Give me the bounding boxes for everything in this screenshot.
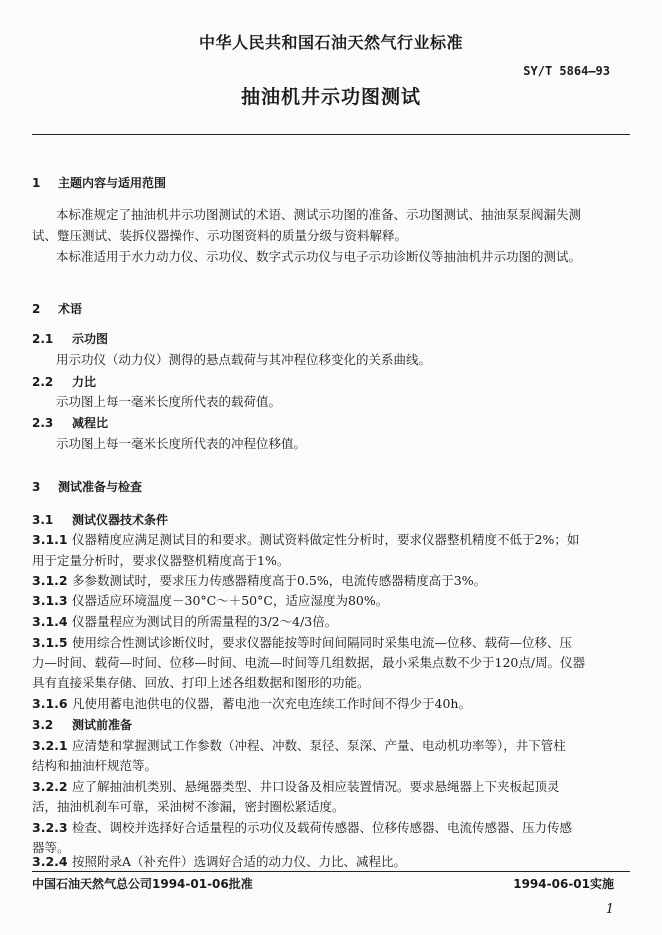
term-2-2-definition: 示功图上每一毫米长度所代表的载荷值。: [56, 394, 282, 409]
clause-3-2-3-line-1: 3.2.3 检查、调校并选择好合适量程的示功仪及载荷传感器、位移传感器、电流传感器、压力传感: [32, 820, 573, 835]
clause-3-1-1-line-2: 用于定量分析时，要求仪器整机精度高于1%。: [32, 553, 290, 568]
term-2-1-definition: 用示功仪（动力仪）测得的悬点载荷与其冲程位移变化的关系曲线。: [56, 352, 432, 367]
section-1-para-2: 本标准适用于水力动力仪、示功仪、数字式示功仪与电子示功诊断仪等抽油机井示功图的测试。: [56, 249, 582, 264]
subsection-3-2-heading: 3.2 测试前准备: [32, 718, 133, 732]
document-title: 抽油机井示功图测试: [240, 86, 421, 108]
clause-3-1-3: 3.1.3 仪器适应环境温度－30°C～＋50°C，适应湿度为80%。: [32, 593, 389, 608]
section-1-heading: 1 主题内容与适用范围: [32, 176, 167, 190]
organization-header: 中华人民共和国石油天然气行业标准: [198, 33, 463, 52]
clause-3-2-2-line-2: 活，抽油机刹车可靠，采油树不渗漏，密封圈松紧适度。: [32, 799, 345, 814]
footer-divider: [32, 871, 630, 872]
clause-3-2-4: 3.2.4 按照附录A（补充件）选调好合适的动力仪、力比、减程比。: [32, 854, 407, 869]
header-divider: [32, 134, 630, 135]
clause-3-2-3-line-2: 器等。: [32, 840, 70, 855]
standard-code: SY/T 5864—93: [523, 64, 610, 78]
term-2-1-heading: 2.1 示功图: [32, 332, 109, 346]
page-number: 1: [605, 902, 614, 917]
section-1-para-1-line-1: 本标准规定了抽油机井示功图测试的术语、测试示功图的准备、示功图测试、抽油泵泵阀漏失测: [56, 207, 582, 222]
clause-3-1-6: 3.1.6 凡使用蓄电池供电的仪器，蓄电池一次充电连续工作时间不得少于40h。: [32, 696, 471, 711]
term-2-3-definition: 示功图上每一毫米长度所代表的冲程位移值。: [56, 436, 307, 451]
clause-3-1-1-line-1: 3.1.1 仪器精度应满足测试目的和要求。测试资料做定性分析时，要求仪器整机精度不低于2%；如: [32, 532, 580, 547]
clause-3-2-2-line-1: 3.2.2 应了解抽油机类别、悬绳器类型、井口设备及相应装置情况。要求悬绳器上下夹板起顶灵: [32, 779, 560, 794]
section-3-heading: 3 测试准备与检查: [32, 480, 143, 494]
section-2-heading: 2 术语: [32, 302, 83, 316]
term-2-2-heading: 2.2 力比: [32, 375, 97, 389]
subsection-3-1-heading: 3.1 测试仪器技术条件: [32, 513, 169, 527]
clause-3-1-4: 3.1.4 仪器量程应为测试目的所需量程的3/2～4/3倍。: [32, 614, 338, 629]
approval-date: 中国石油天然气总公司1994-01-06批准: [32, 877, 253, 891]
term-2-3-heading: 2.3 减程比: [32, 416, 109, 430]
clause-3-1-5-line-3: 具有直接采集存储、回放、打印上述各组数据和图形的功能。: [32, 675, 370, 690]
clause-3-1-5-line-1: 3.1.5 使用综合性测试诊断仪时，要求仪器能按等时间间隔同时采集电流—位移、载荷—位移、压: [32, 635, 573, 650]
clause-3-2-1-line-2: 结构和抽油杆规范等。: [32, 758, 158, 773]
effective-date: 1994-06-01实施: [513, 877, 614, 891]
clause-3-2-1-line-1: 3.2.1 应清楚和掌握测试工作参数（冲程、冲数、泵径、泵深、产量、电动机功率等），井下管柱: [32, 738, 566, 753]
clause-3-1-2: 3.1.2 多参数测试时，要求压力传感器精度高于0.5%，电流传感器精度高于3%。: [32, 573, 487, 588]
clause-3-1-5-line-2: 力—时间、载荷—时间、位移—时间、电流—时间等几组数据，最小采集点数不少于120点/周。仪器: [32, 655, 586, 670]
section-1-para-1-line-2: 试、蹩压测试、装拆仪器操作、示功图资料的质量分级与资料解释。: [32, 228, 408, 243]
